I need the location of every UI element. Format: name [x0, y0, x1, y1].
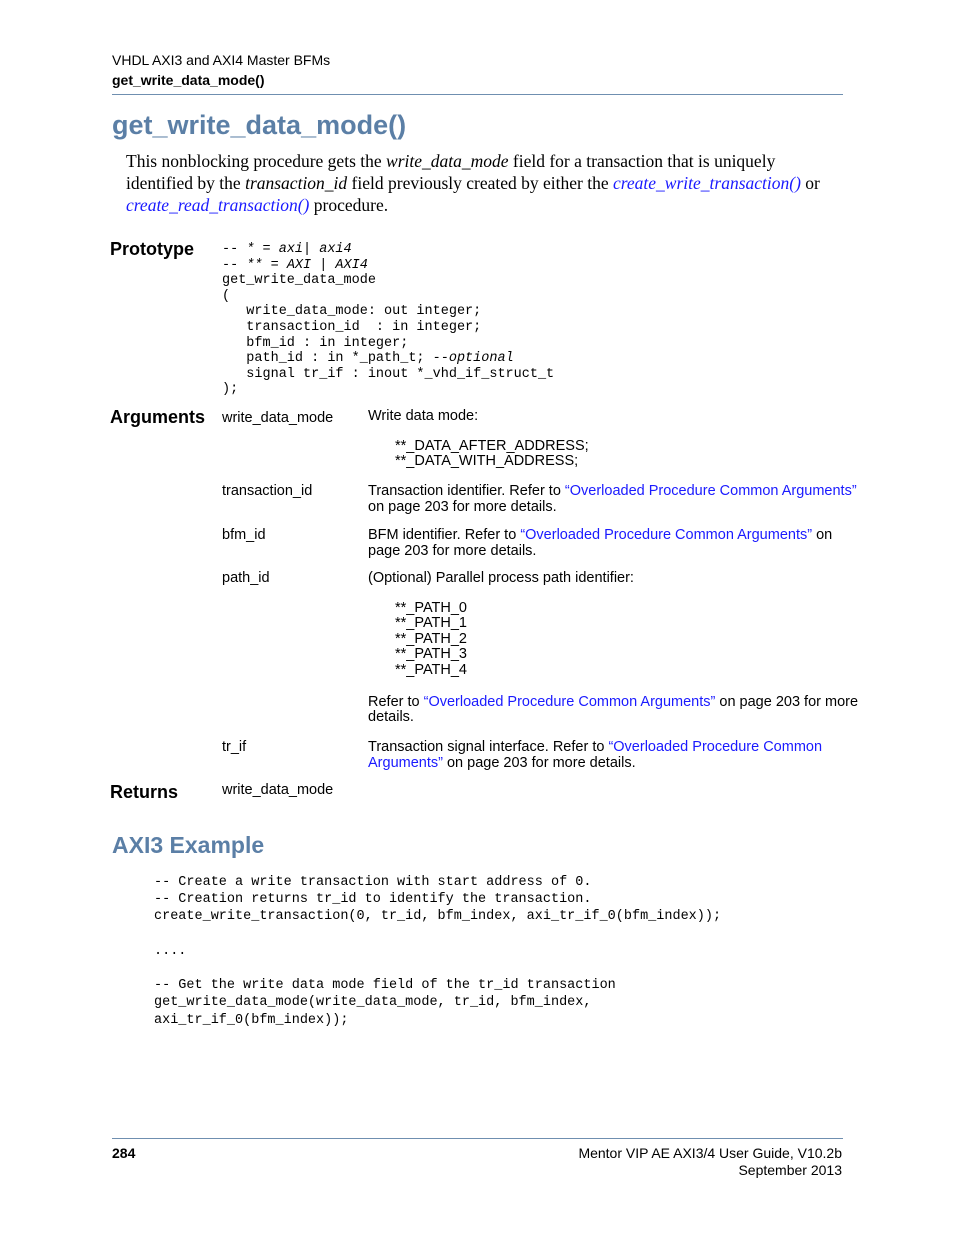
page-number: 284 [112, 1145, 136, 1161]
header-divider [112, 94, 843, 95]
running-header-section: VHDL AXI3 and AXI4 Master BFMs [112, 52, 331, 68]
footer-divider [112, 1138, 843, 1139]
intro-paragraph: This nonblocking procedure gets the write_data_mode field for a transaction that is uniquely identified by the transaction_id field previously created by either the create_write_transaction() or create_read_transaction() procedure. [126, 151, 820, 215]
field-name-write-data-mode: write_data_mode [386, 151, 509, 171]
link-create-read-transaction[interactable]: create_read_transaction() [126, 195, 310, 215]
link-overloaded-common-args[interactable]: “Overloaded Procedure Common Arguments” [520, 527, 813, 543]
link-create-write-transaction[interactable]: create_write_transaction() [612, 173, 801, 193]
arg-name-transaction-id: transaction_id [222, 483, 313, 499]
prototype-label: Prototype [110, 239, 195, 259]
arguments-label: Arguments [110, 407, 206, 427]
arg-name-path-id: path_id [222, 570, 270, 586]
arg-desc-bfm-id: BFM identifier. Refer to “Overloaded Procedure Common Arguments” on page 203 for more details. [368, 527, 833, 559]
arg-desc-write-data-mode: Write data mode: **_DATA_AFTER_ADDRESS; **_DATA_WITH_ADDRESS; [368, 409, 863, 470]
page-title: get_write_data_mode() [112, 110, 407, 140]
arg-desc-path-id: (Optional) Parallel process path identifier: **_PATH_0 **_PATH_1 **_PATH_2 **_PATH_3 **_PATH_4 Refer to “Overloaded Procedure Common Arguments” on page 203 for more details. [368, 571, 863, 726]
returns-label: Returns [110, 782, 179, 802]
example-code: -- Create a write transaction with start address of 0. -- Creation returns tr_id to identify the transaction. create_write_transaction(0, tr_id, bfm_index, axi_tr_if_0(bfm_index)); .... -- Get the write data mode field of the tr_id transaction get_write_data_mode(write_data_mode, tr_id, bfm_index, axi_tr_if_0(bfm_index)); [154, 875, 722, 1028]
link-overloaded-common-args[interactable]: “Overloaded Procedure Common Arguments” [423, 693, 716, 710]
footer-doc-info [578, 1145, 842, 1179]
link-overloaded-common-args[interactable]: “Overloaded Procedure Common Arguments” [564, 483, 857, 499]
arg-desc-tr-if: Transaction signal interface. Refer to “Overloaded Procedure Common Arguments” on page 203 for more details. [368, 739, 823, 771]
write-data-mode-values: **_DATA_AFTER_ADDRESS; **_DATA_WITH_ADDRESS; [395, 437, 589, 470]
field-name-transaction-id: transaction_id [245, 173, 348, 193]
returns-value: write_data_mode [222, 782, 334, 798]
link-overloaded-common-args[interactable]: “Overloaded Procedure Common Arguments” [368, 739, 823, 771]
example-heading: AXI3 Example [112, 832, 265, 858]
footer-doc-title: Mentor VIP AE AXI3/4 User Guide, V10.2b [578, 1145, 842, 1161]
prototype-code: -- * = axi| axi4 -- ** = AXI | AXI4 get_write_data_mode ( write_data_mode: out integer; transaction_id : in integer; bfm_id : in integer; path_id : in *_path_t; --optional signal tr_if : inout *_vhd_if_struct_t ); [222, 242, 555, 398]
arg-name-write-data-mode: write_data_mode [222, 410, 334, 426]
running-header-subsection: get_write_data_mode() [112, 72, 265, 88]
arg-name-tr-if: tr_if [222, 739, 247, 755]
arg-name-bfm-id: bfm_id [222, 527, 266, 543]
path-id-values: **_PATH_0 **_PATH_1 **_PATH_2 **_PATH_3 **_PATH_4 [395, 599, 467, 678]
footer-date: September 2013 [738, 1162, 842, 1178]
arg-desc-transaction-id: Transaction identifier. Refer to “Overloaded Procedure Common Arguments” on page 203 for more details. [368, 483, 857, 515]
